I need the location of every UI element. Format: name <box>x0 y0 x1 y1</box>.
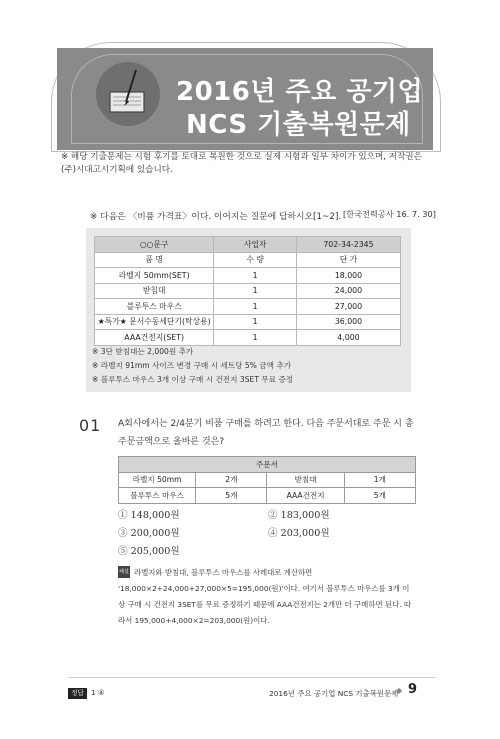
table-cell: 1개 <box>344 472 415 488</box>
table-cell: 블루투스 마우스 <box>119 488 196 504</box>
table-cell: 1 <box>214 268 297 284</box>
choice-2[interactable]: ② 183,000원 <box>268 510 330 521</box>
table-cell: 2개 <box>196 472 267 488</box>
question-set-intro: ※ 다음은 〈비품 가격표〉이다. 이어지는 질문에 답하시오[1~2]. <box>90 212 342 222</box>
table-cell: 5개 <box>196 488 267 504</box>
answer-text: 1 ④ <box>91 688 105 697</box>
table-cell: 5개 <box>344 488 415 504</box>
table-row <box>95 268 401 284</box>
question-text: A회사에서는 2/4분기 비품 구매를 하려고 한다. 다음 주문서대로 주문 시 총 주문금액으로 올바른 것은? <box>118 419 414 447</box>
table-cell: 18,000 <box>296 268 400 284</box>
table-cell: 702-34-2345 <box>296 237 400 253</box>
price-notes <box>92 345 293 387</box>
table-cell: 단 가 <box>296 252 400 268</box>
note-item: ※ 블루투스 마우스 3개 이상 구매 시 건전지 3SET 무료 증정 <box>92 375 294 384</box>
table-row <box>95 330 401 346</box>
notebook-illustration-icon <box>96 62 160 126</box>
choice-1[interactable]: ① 148,000원 <box>118 510 180 521</box>
price-table-header-row <box>95 237 401 253</box>
page-decoration-icon: ◆ <box>396 686 403 695</box>
explanation-icon: 해설 <box>118 566 130 578</box>
table-row <box>95 283 401 299</box>
order-table-title-row <box>119 457 416 473</box>
table-cell: 27,000 <box>296 299 400 315</box>
page-number: 9 <box>408 682 418 697</box>
choice-4[interactable]: ④ 203,000원 <box>268 528 330 539</box>
table-row <box>119 472 416 488</box>
order-table <box>118 456 416 504</box>
choice-5[interactable]: ⑤ 205,000원 <box>118 546 180 557</box>
page-title-line2: NCS 기출복원문제 <box>186 110 411 140</box>
table-cell: 36,000 <box>296 314 400 330</box>
order-table-title: 주문서 <box>119 457 416 473</box>
choice-3[interactable]: ③ 200,000원 <box>118 528 180 539</box>
price-table <box>94 236 401 346</box>
explanation-text: 라벨지와 받침대, 블루투스 마우스를 사례대로 계산하면 '18,000×2+24,000+27,000×5=195,000(원)'이다. 여기서 블루투스 마우스를 3개 이상 구매 시 건전지 3SET를 무료 증정하기 때문에 AAA건전지는 2개만 더 구매하면 된다. 따라서 195,000+4,000×2=203,000(원)이다. <box>118 568 412 625</box>
table-cell: 수 량 <box>214 252 297 268</box>
table-row <box>95 299 401 315</box>
table-cell: 품 명 <box>95 252 214 268</box>
table-cell: ★특가★ 문서수동세단기(탁상용) <box>95 314 214 330</box>
table-cell: 블루투스 마우스 <box>95 299 214 315</box>
question-number: 01 <box>79 416 102 435</box>
table-cell: 1 <box>214 299 297 315</box>
table-row <box>95 314 401 330</box>
question-source: [한국전력공사 16. 7. 30] <box>343 209 436 219</box>
table-cell: 1 <box>214 314 297 330</box>
page-title-line1: 2016년 주요 공기업 <box>176 77 424 107</box>
table-cell: 라벨지 50mm(SET) <box>95 268 214 284</box>
table-row <box>119 488 416 504</box>
table-cell: 사업자 <box>214 237 297 253</box>
table-cell: 라벨지 50mm <box>119 472 196 488</box>
table-cell: AAA건전지(SET) <box>95 330 214 346</box>
table-cell: AAA건전지 <box>267 488 344 504</box>
table-cell: 받침대 <box>267 472 344 488</box>
note-item: ※ 라벨지 91mm 사이즈 변경 구매 시 세트당 5% 금액 추가 <box>92 361 292 370</box>
table-cell: 4,000 <box>296 330 400 346</box>
footer-divider <box>68 677 436 678</box>
table-cell: 1 <box>214 283 297 299</box>
table-cell: 받침대 <box>95 283 214 299</box>
table-cell: 1 <box>214 330 297 346</box>
price-table-column-headers <box>95 252 401 268</box>
table-cell: 24,000 <box>296 283 400 299</box>
footer-title: 2016년 주요 공기업 NCS 기출복원문제 <box>269 689 399 698</box>
table-cell: ○○문구 <box>95 237 214 253</box>
note-item: ※ 3단 받침대는 2,000원 추가 <box>92 347 194 356</box>
answer-tag: 정답 <box>68 688 87 699</box>
copyright-notice: ※ 해당 기출문제는 시험 후기를 토대로 복원한 것으로 실제 시험과 일부 차이가 있으며, 저작권은 (주)시대고시기획에 있습니다. <box>61 152 422 175</box>
